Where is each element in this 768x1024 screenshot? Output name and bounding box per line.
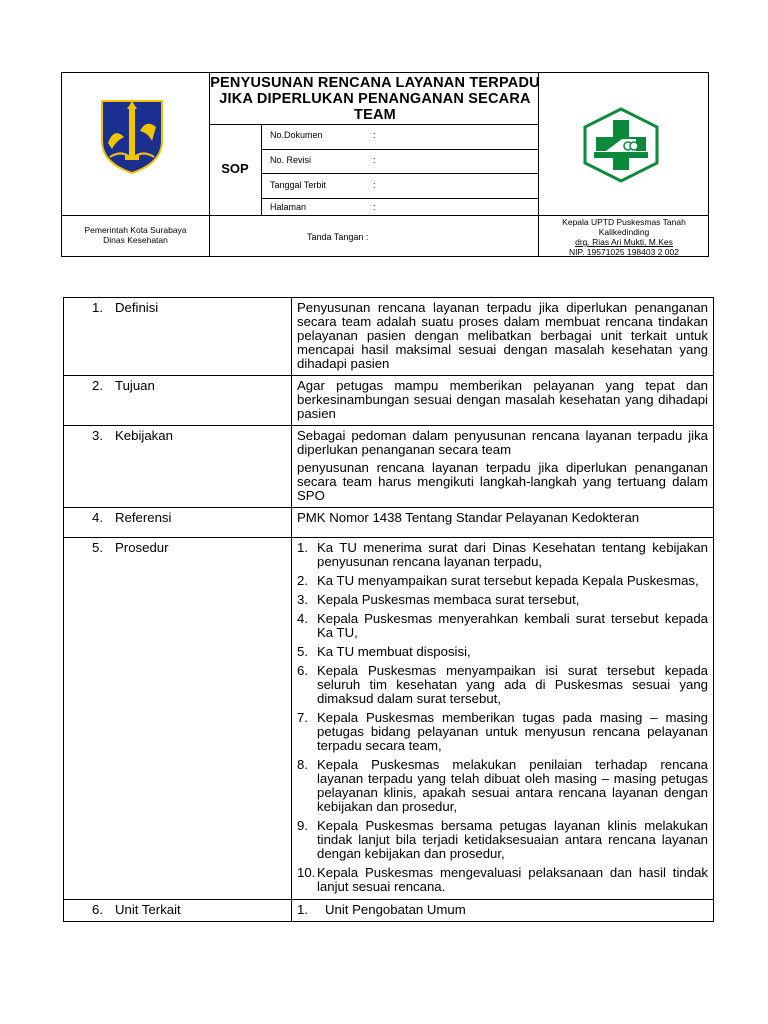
row-number: 5. [92,540,103,555]
step-number: 1. [297,540,308,555]
list-item [297,866,708,894]
step-text: Ka TU membuat disposisi, [317,644,471,659]
list-item [297,819,708,861]
list-item [297,711,708,753]
row-number: 6. [92,902,103,917]
kebijakan-cell [292,426,714,508]
step-text: Kepala Puskesmas mengevaluasi pelaksanaan dan hasil tindak lanjut sesuai rencana. [317,865,708,894]
table-row [64,900,714,922]
surabaya-crest-logo [94,97,170,175]
field-tanggal-terbit-label: Tanggal Terbit [270,180,326,190]
step-number: 7. [297,710,308,725]
field-halaman-sep: : [373,202,376,212]
org-line-2: Dinas Kesehatan [103,235,168,245]
step-number: 9. [297,818,308,833]
org-line-1: Pemerintah Kota Surabaya [84,225,187,235]
tujuan-text: Agar petugas mampu memberikan pelayanan yang tepat dan berkesinambungan sesuai dengan masalah kesehatan yang dihadapi pasien [292,376,714,426]
row-label-unit-terkait: Unit Terkait [115,902,181,917]
kebijakan-text-2: penyusunan rencana layanan terpadu jika diperlukan penanganan secara team harus mengikuti langkah-langkah yang tertuang dalam SPO [297,460,708,503]
list-item [297,664,708,706]
step-number: 8. [297,757,308,772]
head-info [539,217,709,257]
list-item [297,593,708,607]
head-line-1: Kepala UPTD Puskesmas Tanah [562,217,686,227]
row-number: 3. [92,428,103,443]
unit-item-number: 1. [297,902,308,917]
list-item [297,645,708,659]
puskesmas-logo [582,107,660,183]
row-number: 1. [92,300,103,315]
row-number: 2. [92,378,103,393]
table-row [64,508,714,538]
step-text: Kepala Puskesmas melakukan penilaian terhadap rencana layanan terpadu yang telah dibuat oleh masing – masing petugas pelayanan klinis, apakah sesuai antara rencana layanan dengan kebijakan dan prosedur, [317,757,708,814]
document-title: PENYUSUNAN RENCANA LAYANAN TERPADU JIKA DIPERLUKAN PENANGANAN SECARA TEAM [210,75,540,123]
prosedur-list [297,541,708,894]
table-row [64,538,714,900]
step-text: Kepala Puskesmas menyerahkan kembali surat tersebut kepada Ka TU, [317,611,708,640]
org-name [62,225,209,245]
prosedur-cell [292,538,714,900]
field-no-dokumen-sep: : [373,130,376,140]
row-label-prosedur: Prosedur [115,540,169,555]
signature-label: Tanda Tangan : [307,232,369,242]
list-item [297,612,708,640]
step-number: 4. [297,611,308,626]
step-text: Ka TU menyampaikan surat tersebut kepada Kepala Puskesmas, [317,573,699,588]
table-row [64,298,714,376]
table-row [64,376,714,426]
list-item [297,541,708,569]
field-no-dokumen-label: No.Dokumen [270,130,323,140]
row-number: 4. [92,510,103,525]
step-text: Kepala Puskesmas membaca surat tersebut, [317,592,580,607]
field-tanggal-terbit-sep: : [373,180,376,190]
sop-label: SOP [221,161,249,176]
row-label-tujuan: Tujuan [115,378,155,393]
step-number: 3. [297,592,308,607]
definisi-text: Penyusunan rencana layanan terpadu jika diperlukan penanganan secara team adalah suatu proses dalam membuat rencana tindakan pelayanan pasien dengan melibatkan berbagai unit terkait untuk mencapai hasil maksimal sesuai dengan masalah kesehatan yang dihadapi pasien [292,298,714,376]
row-label-definisi: Definisi [115,300,159,315]
kebijakan-text-1: Sebagai pedoman dalam penyusunan rencana layanan terpadu jika diperlukan penanganan secara team [297,428,708,457]
referensi-text: PMK Nomor 1438 Tentang Standar Pelayanan Kedokteran [292,508,714,538]
unit-cell [292,900,714,922]
step-number: 5. [297,644,308,659]
sop-header [61,72,709,257]
head-name: drg. Rias Ari Mukti, M.Kes [575,237,673,247]
step-number: 10. [297,865,316,880]
field-no-revisi-label: No. Revisi [270,155,312,165]
row-label-referensi: Referensi [115,510,172,525]
step-number: 6. [297,663,308,678]
step-text: Kepala Puskesmas menyampaikan isi surat tersebut kepada seluruh tim kesehatan yang ada di Puskesmas sesuai yang dimaksud dalam surat tersebut, [317,663,708,706]
list-item [297,758,708,814]
head-nip: NIP. 19571025 198403 2 002 [569,247,679,257]
field-halaman-label: Halaman [270,202,307,212]
unit-item-text: Unit Pengobatan Umum [325,902,466,917]
table-row [64,426,714,508]
sop-content-table [63,297,714,922]
step-text: Kepala Puskesmas bersama petugas layanan klinis melakukan tindak lanjut bila terjadi ketidaksesuaian antara rencana layanan dengan kebijakan dan prosedur, [317,818,708,861]
list-item [297,574,708,588]
row-label-kebijakan: Kebijakan [115,428,173,443]
step-text: Kepala Puskesmas memberikan tugas pada masing – masing petugas bidang pelayanan untuk menyusun rencana pelayanan terpadu secara team, [317,710,708,753]
field-no-revisi-sep: : [373,155,376,165]
step-number: 2. [297,573,308,588]
head-line-2: Kalikedinding [598,227,650,237]
step-text: Ka TU menerima surat dari Dinas Kesehatan tentang kebijakan penyusunan rencana layanan terpadu, [317,540,708,569]
